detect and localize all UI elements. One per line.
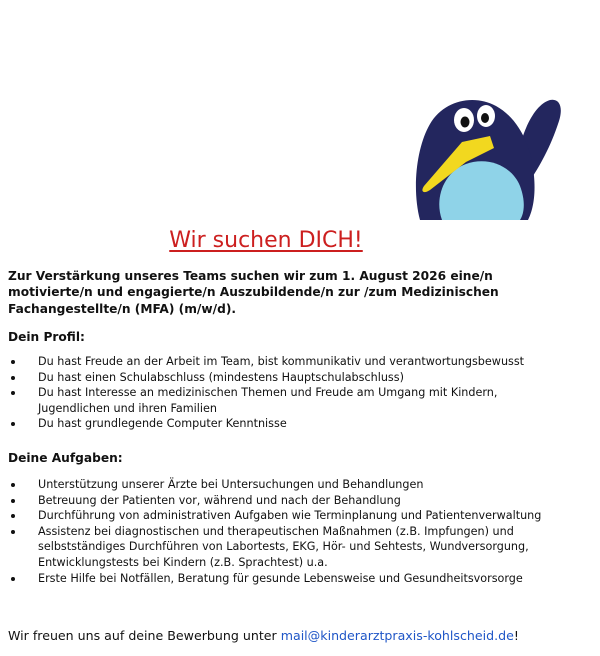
list-item: Erste Hilfe bei Notfällen, Beratung für gesunde Lebensweise und Gesundheitsvorsorge	[0, 571, 560, 587]
bullet-icon	[11, 514, 15, 518]
list-item: Betreuung der Patienten vor, während und nach der Behandlung	[0, 493, 560, 509]
bullet-icon	[11, 376, 15, 380]
closing-text	[8, 628, 568, 643]
profil-list	[0, 354, 560, 432]
aufgaben-heading: Deine Aufgaben:	[8, 451, 123, 465]
list-item: Durchführung von administrativen Aufgaben wie Terminplanung und Patientenverwaltung	[0, 508, 560, 524]
bullet-icon	[11, 391, 15, 395]
list-item: Unterstützung unserer Ärzte bei Untersuchungen und Behandlungen	[0, 477, 560, 493]
penguin-mascot-icon	[400, 86, 576, 226]
aufgaben-list	[0, 477, 560, 586]
profil-heading: Dein Profil:	[8, 330, 85, 344]
list-item: Assistenz bei diagnostischen und therapeutischen Maßnahmen (z.B. Impfungen) und selbstständiges Durchführen von Labortests, EKG, Hör- und Sehtests, Wundversorgung, Entwicklungstests bei Kindern (z.B. Sprachtest) u.a.	[0, 524, 560, 571]
list-item: Du hast Interesse an medizinischen Themen und Freude am Umgang mit Kindern, Jugendlichen und ihren Familien	[0, 385, 560, 416]
bullet-icon	[11, 422, 15, 426]
bullet-icon	[11, 499, 15, 503]
headline: Wir suchen DICH!	[169, 228, 363, 253]
bullet-icon	[11, 360, 15, 364]
bullet-icon	[11, 530, 15, 534]
closing-suffix: !	[513, 628, 519, 643]
closing-prefix: Wir freuen uns auf deine Bewerbung unter	[8, 628, 281, 643]
list-item: Du hast einen Schulabschluss (mindestens Hauptschulabschluss)	[0, 370, 560, 386]
bullet-icon	[11, 483, 15, 487]
list-item: Du hast Freude an der Arbeit im Team, bist kommunikativ und verantwortungsbewusst	[0, 354, 560, 370]
list-item: Du hast grundlegende Computer Kenntnisse	[0, 416, 560, 432]
bullet-icon	[11, 577, 15, 581]
email-link[interactable]: mail@kinderarztpraxis-kohlscheid.de	[280, 628, 514, 643]
intro-text: Zur Verstärkung unseres Teams suchen wir zum 1. August 2026 eine/n motivierte/n und engagierte/n Auszubildende/n zur /zum Medizinischen Fachangestellte/n (MFA) (m/w/d).	[8, 269, 499, 316]
